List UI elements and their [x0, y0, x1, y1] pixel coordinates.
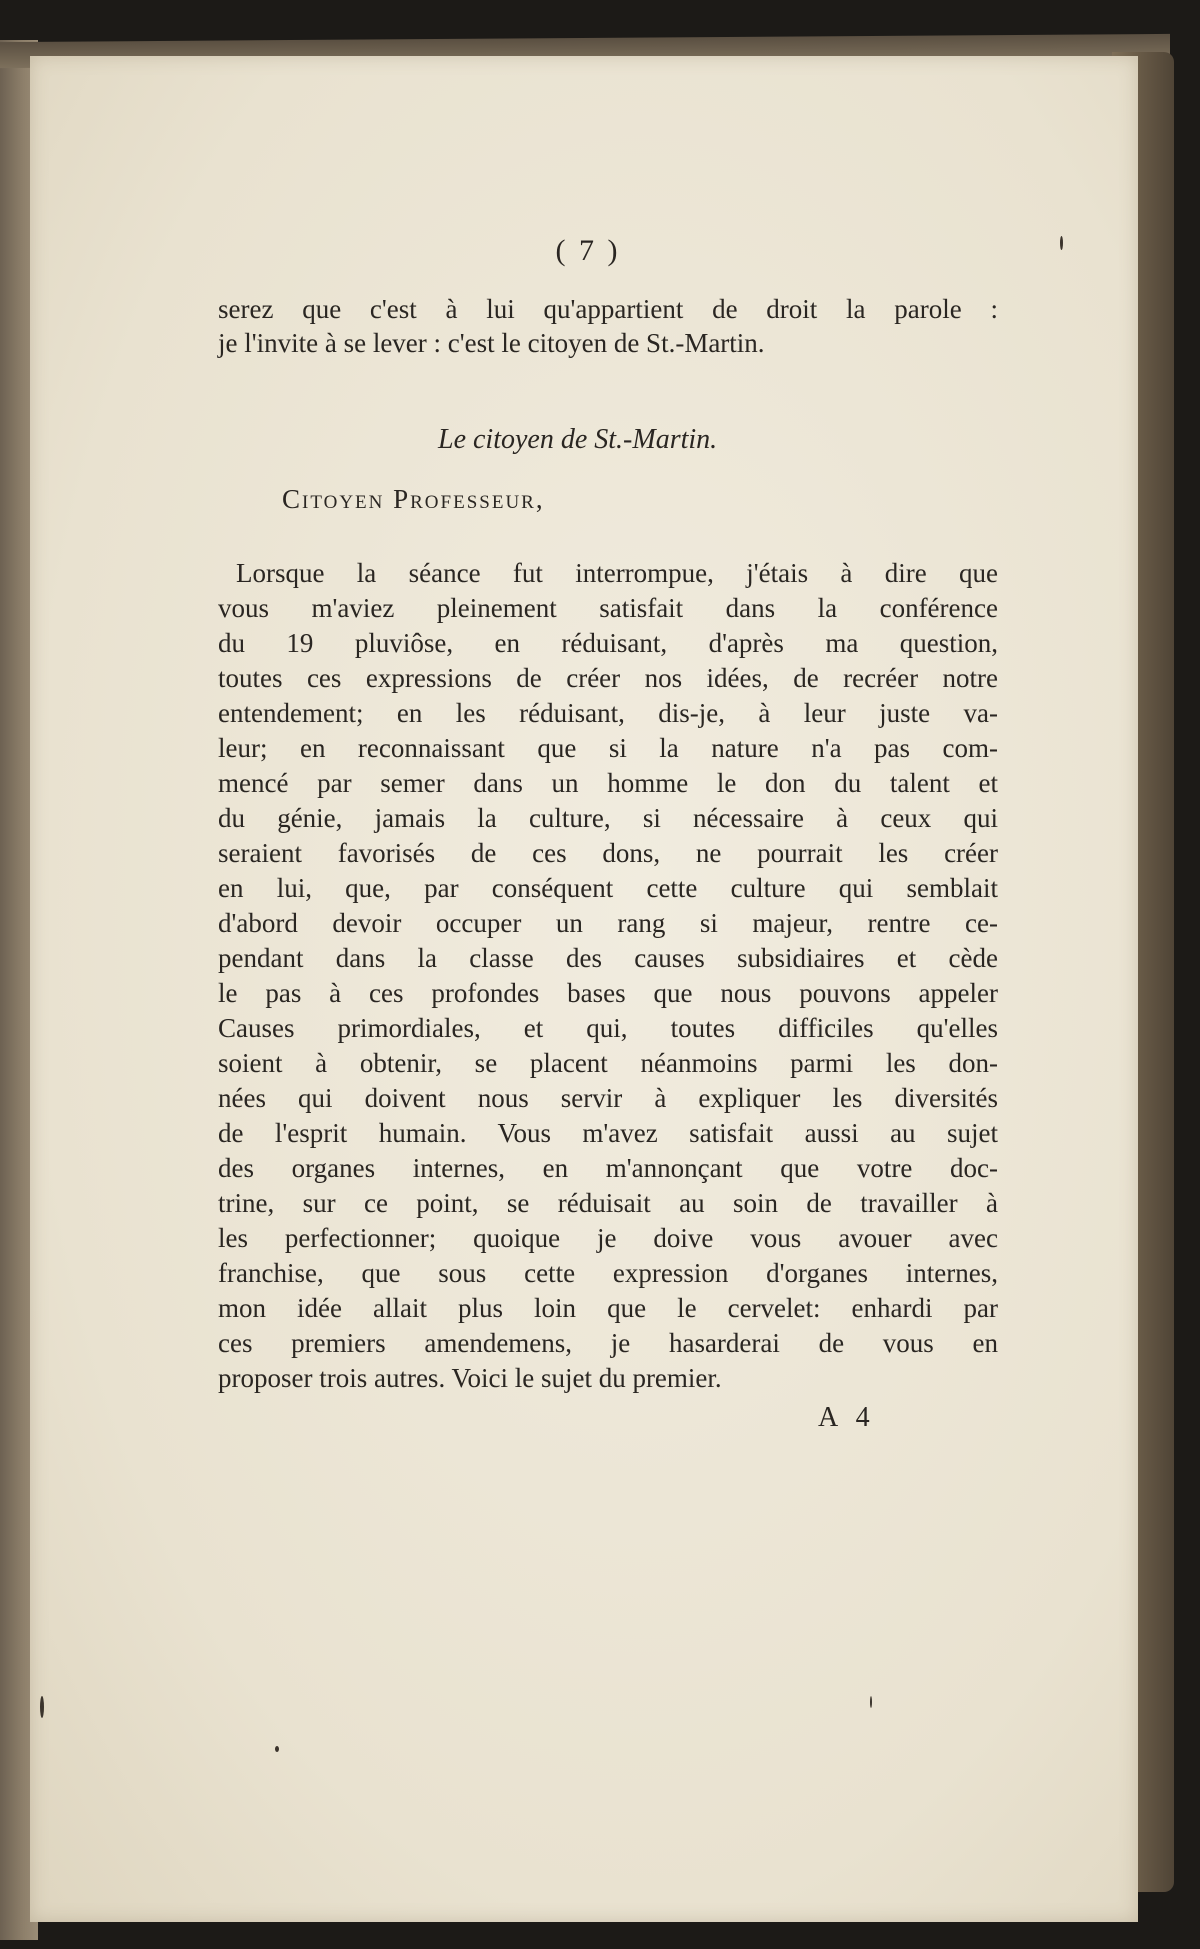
- body-line: ces premiers amendemens, je hasarderai de vous en: [218, 1328, 998, 1358]
- body-line: d'abord devoir occuper un rang si majeur, rentre ce-: [218, 908, 998, 938]
- body-line: le pas à ces profondes bases que nous pouvons appeler: [218, 978, 998, 1008]
- body-line: proposer trois autres. Voici le sujet du premier.: [218, 1363, 722, 1393]
- body-line: en lui, que, par conséquent cette culture qui semblait: [218, 873, 998, 903]
- intro-line: serez que c'est à lui qu'appartient de droit la parole :: [218, 294, 998, 324]
- body-line: mencé par semer dans un homme le don du talent et: [218, 768, 998, 798]
- body-line: nées qui doivent nous servir à expliquer les diversités: [218, 1083, 998, 1113]
- body-line: leur; en reconnaissant que si la nature n'a pas com-: [218, 733, 998, 763]
- body-line: les perfectionner; quoique je doive vous avouer avec: [218, 1223, 998, 1253]
- body-line: pendant dans la classe des causes subsidiaires et cède: [218, 943, 998, 973]
- book-page: [30, 56, 1138, 1922]
- body-line: toutes ces expressions de créer nos idées, de recréer notre: [218, 663, 998, 693]
- body-line: soient à obtenir, se placent néanmoins parmi les don-: [218, 1048, 998, 1078]
- body-line: entendement; en les réduisant, dis-je, à leur juste va-: [218, 698, 998, 728]
- body-line: vous m'aviez pleinement satisfait dans la conférence: [218, 593, 998, 623]
- body-line: franchise, que sous cette expression d'organes internes,: [218, 1258, 998, 1288]
- body-line: du 19 pluviôse, en réduisant, d'après ma question,: [218, 628, 998, 658]
- page-number: ( 7 ): [555, 234, 621, 267]
- body-line: seraient favorisés de ces dons, ne pourrait les créer: [218, 838, 998, 868]
- salutation: Citoyen Professeur,: [282, 484, 545, 514]
- body-line: Lorsque la séance fut interrompue, j'étais à dire que: [236, 558, 998, 588]
- intro-line: je l'invite à se lever : c'est le citoyen de St.-Martin.: [218, 328, 765, 358]
- body-line: du génie, jamais la culture, si nécessaire à ceux qui: [218, 803, 998, 833]
- body-line: trine, sur ce point, se réduisait au soin de travailler à: [218, 1188, 998, 1218]
- body-line: mon idée allait plus loin que le cervelet: enhardi par: [218, 1293, 998, 1323]
- body-line: des organes internes, en m'annonçant que votre doc-: [218, 1153, 998, 1183]
- speaker-heading: Le citoyen de St.-Martin.: [438, 424, 718, 455]
- body-line: Causes primordiales, et qui, toutes difficiles qu'elles: [218, 1013, 998, 1043]
- body-line: de l'esprit humain. Vous m'avez satisfait aussi au sujet: [218, 1118, 998, 1148]
- signature-mark: A 4: [818, 1402, 876, 1433]
